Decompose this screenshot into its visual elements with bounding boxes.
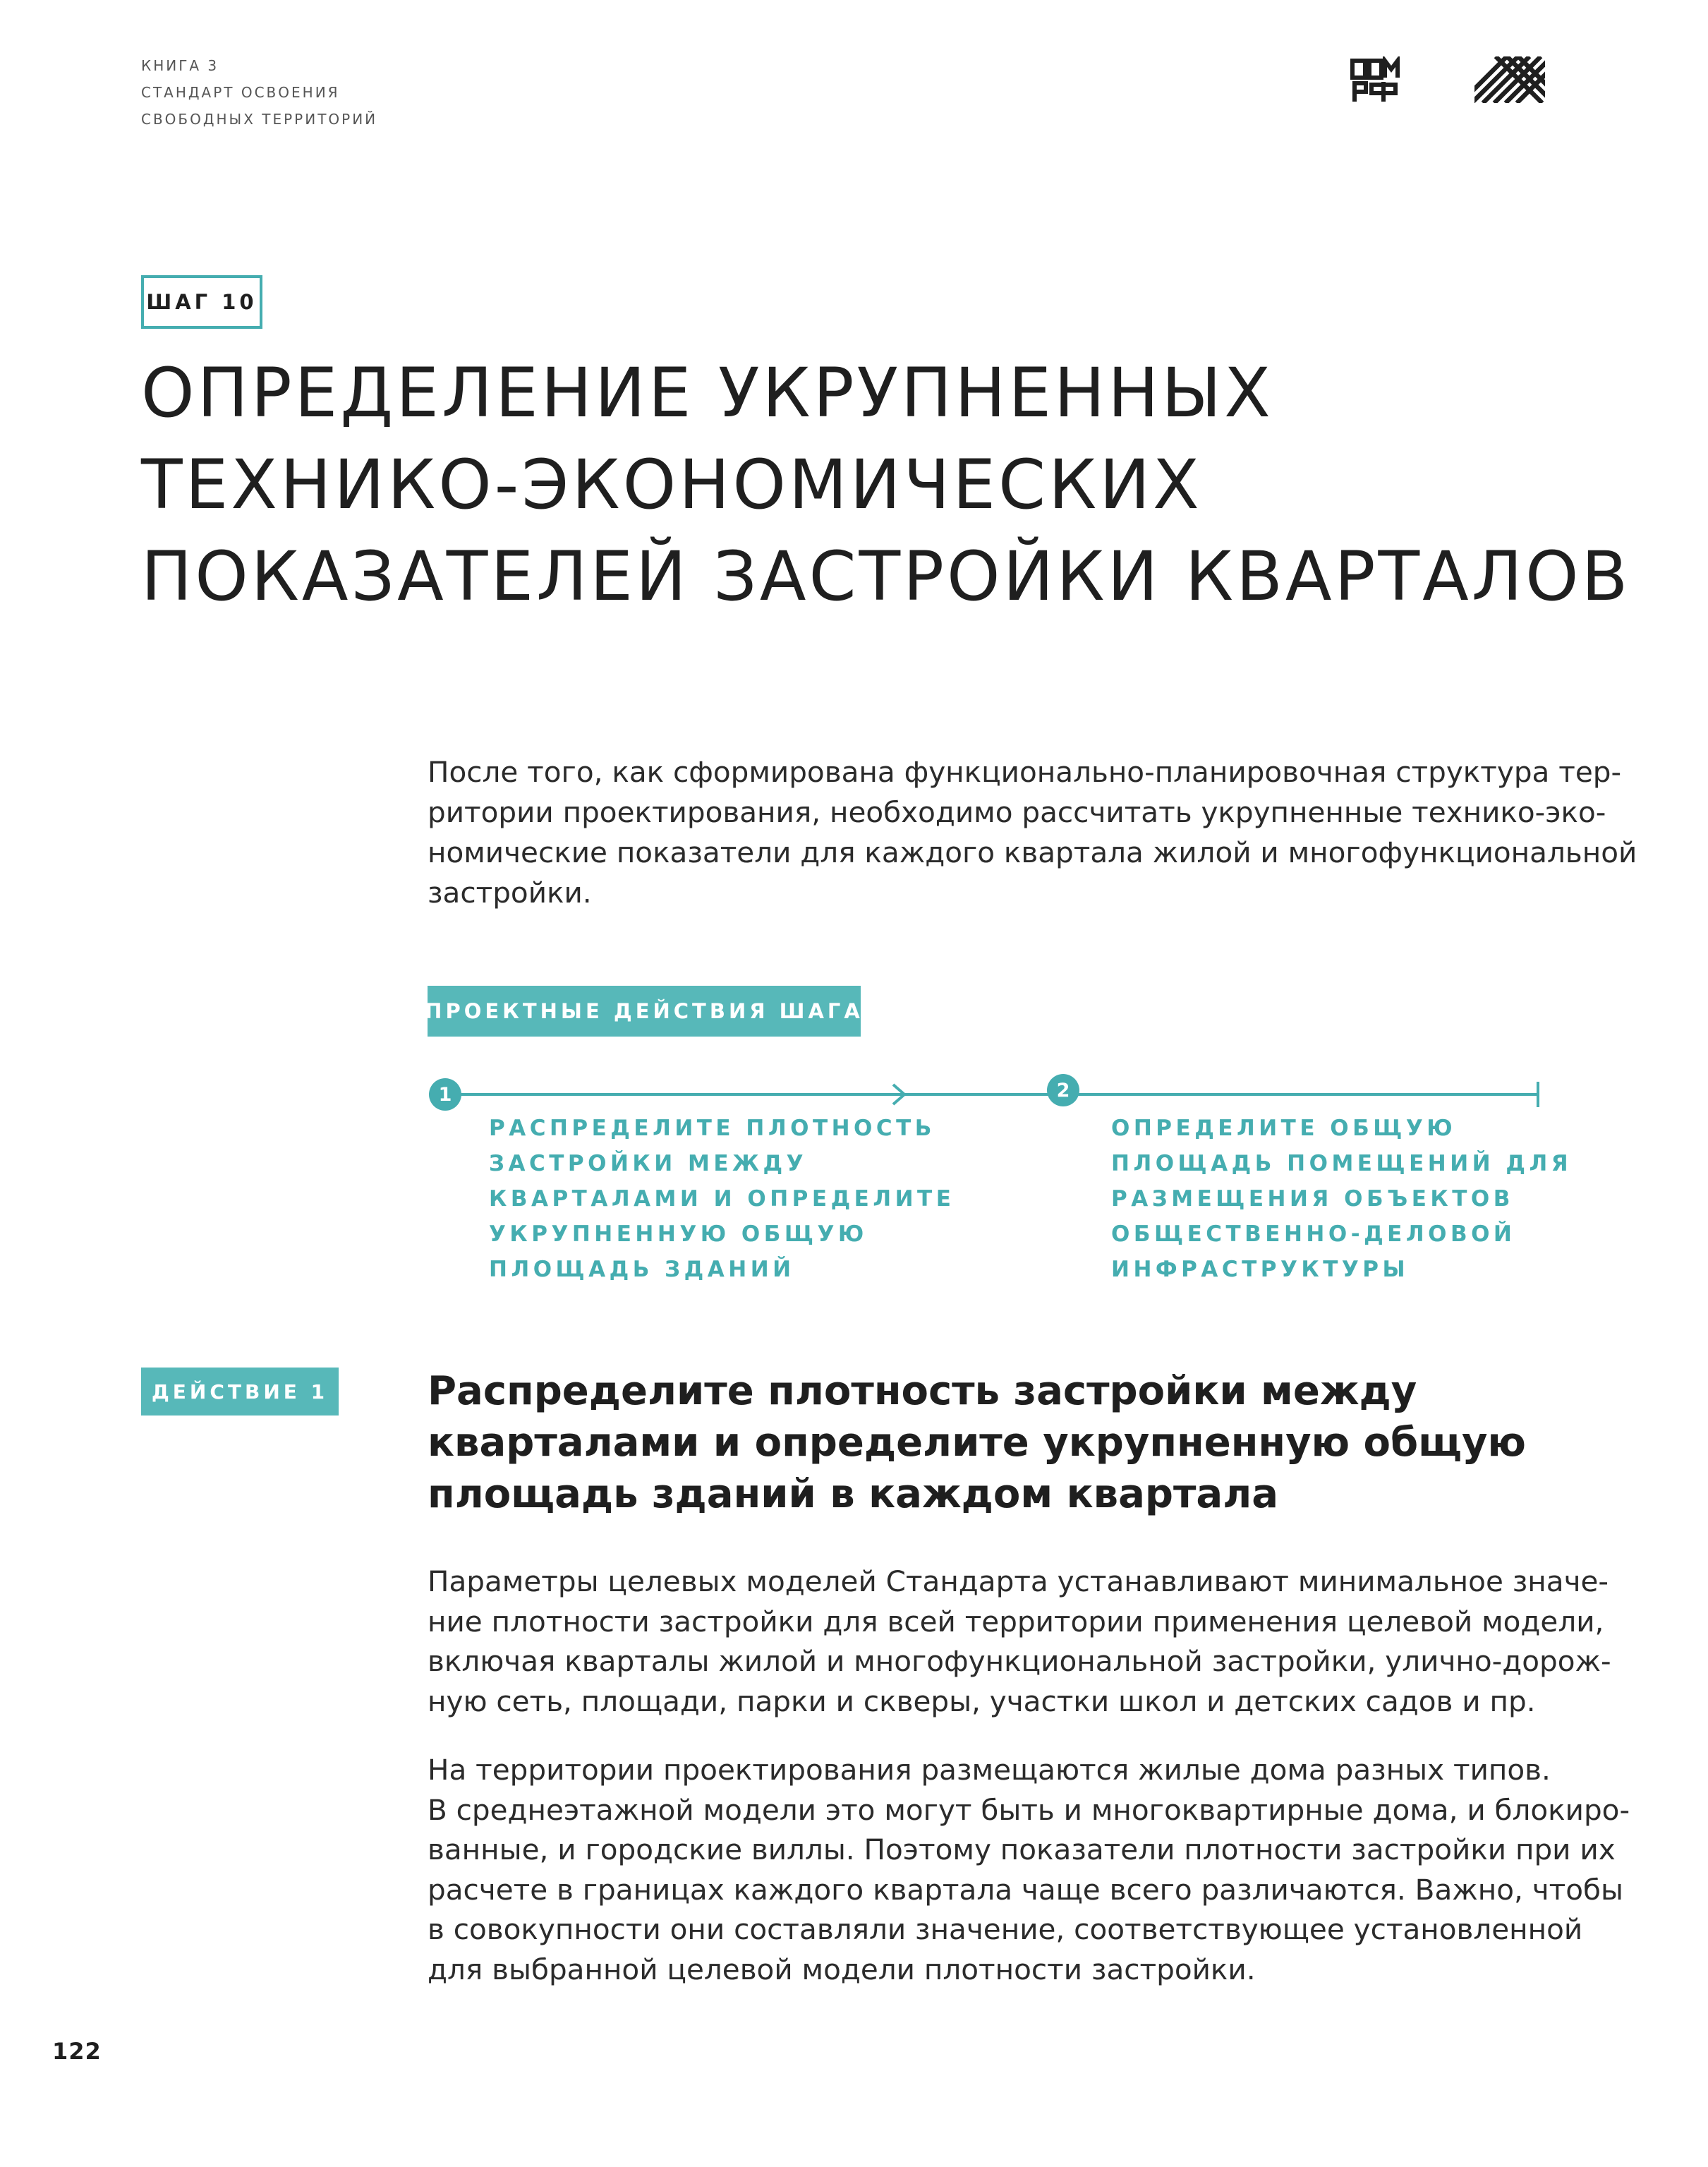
- page-title-line: ОПРЕДЕЛЕНИЕ УКРУПНЕННЫХ: [141, 354, 1273, 433]
- action-1-badge: ДЕЙСТВИЕ 1: [141, 1368, 339, 1416]
- paragraph-line: ние плотности застройки для всей территории применения целевой модели,: [428, 1604, 1604, 1638]
- paragraph-line: На территории проектирования размещаются жилые дома разных типов.: [428, 1753, 1551, 1787]
- action-item-line: РАСПРЕДЕЛИТЕ ПЛОТНОСТЬ: [489, 1116, 935, 1141]
- page-number: 122: [52, 2038, 102, 2065]
- book-header: [141, 52, 377, 133]
- intro-line: номические показатели для каждого квартала жилой и многофункциональной: [428, 835, 1637, 869]
- action-1-title: [428, 1365, 1549, 1520]
- intro-paragraph: [428, 752, 1637, 913]
- intro-line: ритории проектирования, необходимо рассчитать укрупненные технико-эко-: [428, 795, 1606, 829]
- page-title-line: ПОКАЗАТЕЛЕЙ ЗАСТРОЙКИ КВАРТАЛОВ: [141, 537, 1631, 616]
- book-header-line: СВОБОДНЫХ ТЕРРИТОРИЙ: [141, 111, 378, 128]
- action-item-2: [1111, 1111, 1572, 1287]
- action-title-line: площадь зданий в каждом квартала: [428, 1471, 1279, 1517]
- dom-rf-logo-icon: [1350, 56, 1401, 103]
- action-item-line: УКРУПНЕННУЮ ОБЩУЮ: [489, 1221, 868, 1247]
- action-item-1: [489, 1111, 955, 1287]
- book-header-line: СТАНДАРТ ОСВОЕНИЯ: [141, 84, 340, 101]
- paragraph-line: Параметры целевых моделей Стандарта устанавливают минимальное значе-: [428, 1564, 1609, 1598]
- intro-line: застройки.: [428, 876, 592, 910]
- action-item-line: КВАРТАЛАМИ И ОПРЕДЕЛИТЕ: [489, 1186, 955, 1212]
- paragraph-line: ванные, и городские виллы. Поэтому показатели плотности застройки при их: [428, 1833, 1616, 1866]
- paragraph-line: В среднеэтажной модели это могут быть и многоквартирные дома, и блокиро-: [428, 1792, 1630, 1827]
- action-item-line: ОПРЕДЕЛИТЕ ОБЩУЮ: [1111, 1116, 1457, 1141]
- project-actions-badge: ПРОЕКТНЫЕ ДЕЙСТВИЯ ШАГА: [428, 986, 861, 1037]
- action-item-line: ЗАСТРОЙКИ МЕЖДУ: [489, 1151, 807, 1176]
- page-title: [141, 347, 1631, 622]
- action-title-line: кварталами и определите укрупненную общую: [428, 1420, 1526, 1466]
- action-item-line: ОБЩЕСТВЕННО-ДЕЛОВОЙ: [1111, 1221, 1516, 1247]
- paragraph-line: в совокупности они составляли значение, соответствующее установленной: [428, 1912, 1583, 1946]
- action-1-paragraph-1: [428, 1562, 1611, 1721]
- action-1-paragraph-2: [428, 1750, 1630, 1989]
- action-title-line: Распределите плотность застройки между: [428, 1368, 1417, 1414]
- intro-line: После того, как сформирована функционально-планировочная структура тер-: [428, 755, 1622, 789]
- action-item-line: ПЛОЩАДЬ ПОМЕЩЕНИЙ ДЛЯ: [1111, 1151, 1573, 1176]
- paragraph-line: включая кварталы жилой и многофункциональной застройки, улично-дорож-: [428, 1644, 1611, 1678]
- action-number-badge: 1: [429, 1078, 461, 1111]
- action-number-badge: 2: [1047, 1074, 1079, 1106]
- book-header-line: КНИГА 3: [141, 57, 219, 74]
- paragraph-line: расчете в границах каждого квартала чаще всего различаются. Важно, чтобы: [428, 1872, 1624, 1907]
- paragraph-line: для выбранной целевой модели плотности застройки.: [428, 1952, 1256, 1986]
- action-item-line: ПЛОЩАДЬ ЗДАНИЙ: [489, 1257, 795, 1282]
- action-item-line: ИНФРАСТРУКТУРЫ: [1111, 1257, 1410, 1282]
- step-badge: ШАГ 10: [141, 275, 262, 329]
- action-item-line: РАЗМЕЩЕНИЯ ОБЪЕКТОВ: [1111, 1186, 1514, 1212]
- paragraph-line: ную сеть, площади, парки и скверы, участки школ и детских садов и пр.: [428, 1684, 1536, 1718]
- standard-pattern-logo-icon: [1474, 56, 1545, 103]
- page-title-line: ТЕХНИКО-ЭКОНОМИЧЕСКИХ: [141, 445, 1202, 524]
